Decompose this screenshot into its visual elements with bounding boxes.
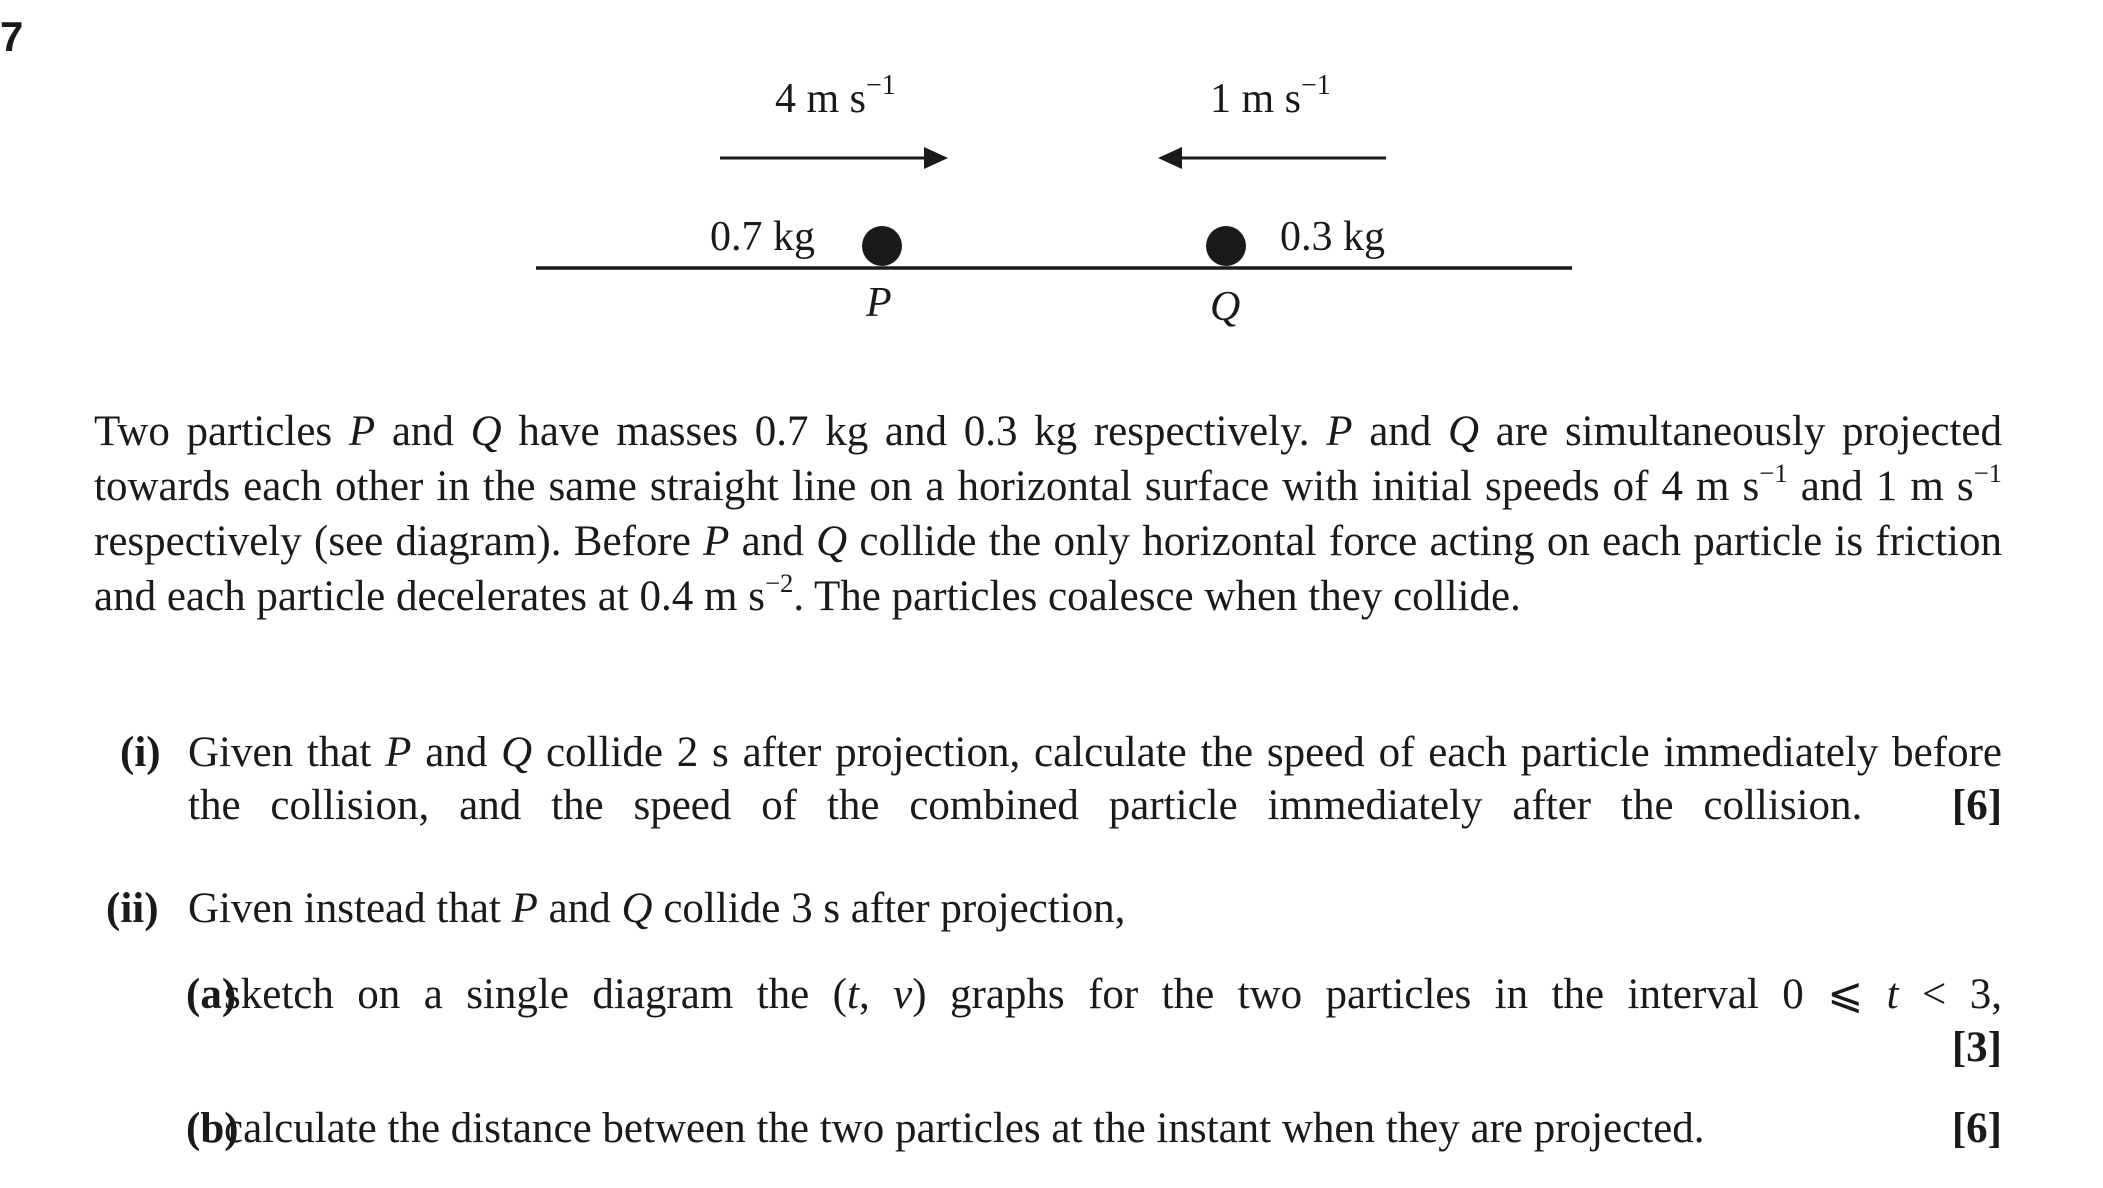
part-ii-a-marks: [3] xyxy=(1951,1024,2002,1071)
question-number: 7 xyxy=(0,13,24,60)
intro-paragraph: Two particles P and Q have masses 0.7 kg and 0.3 kg respectively. P and Q are simultaneously projected towards each other in the same straight line on a horizontal surface with initial speeds of 4 m $s^{-1}$ and 1 m $s^{-1}$ respectively (see diagram). Before P and Q collide the only horizontal force acting on each particle is friction and each particle decelerates at 0.4 m $s^{-2}$. The particles coalesce when they collide. xyxy=(94,408,2002,620)
part-ii-text: Given instead that P and Q collide 3 s after projection, xyxy=(188,885,1126,932)
part-ii-b-marks: [6] xyxy=(1951,1105,2002,1152)
part-ii-b xyxy=(186,1102,2002,1155)
p-mass-label: 0.7 kg xyxy=(710,214,815,260)
q-label: Q xyxy=(1210,284,1241,330)
part-ii-b-label: (b) xyxy=(186,1105,239,1152)
collision-diagram xyxy=(0,0,2103,360)
particle-q xyxy=(1206,226,1246,266)
part-ii-a-text: sketch on a single diagram the (t, v) graphs for the two particles in the interval 0 ⩽ t < 3, xyxy=(224,971,2002,1018)
part-i xyxy=(120,726,2002,832)
q-speed-label: 1 m $s^{-1}$ xyxy=(1210,70,1331,122)
p-label: P xyxy=(866,280,892,326)
part-i-text: Given that P and Q collide 2 s after projection, calculate the speed of each particle immediately before the collision, and the speed of the combined particle immediately after the collision. [6] xyxy=(188,729,2003,829)
part-ii-label: (ii) xyxy=(106,885,159,932)
p-speed-label: 4 m $s^{-1}$ xyxy=(775,70,896,122)
particle-p xyxy=(862,226,902,266)
part-i-marks: [6] xyxy=(1951,782,2003,829)
part-ii xyxy=(106,882,2002,935)
q-velocity-arrow xyxy=(1158,147,1386,169)
p-velocity-arrow xyxy=(720,147,948,169)
part-ii-a xyxy=(186,968,2002,1074)
part-i-label: (i) xyxy=(120,729,161,776)
part-ii-a-label: (a) xyxy=(186,971,237,1018)
part-ii-b-text: calculate the distance between the two particles at the instant when they are projected. xyxy=(224,1105,1705,1152)
q-mass-label: 0.3 kg xyxy=(1280,214,1385,260)
